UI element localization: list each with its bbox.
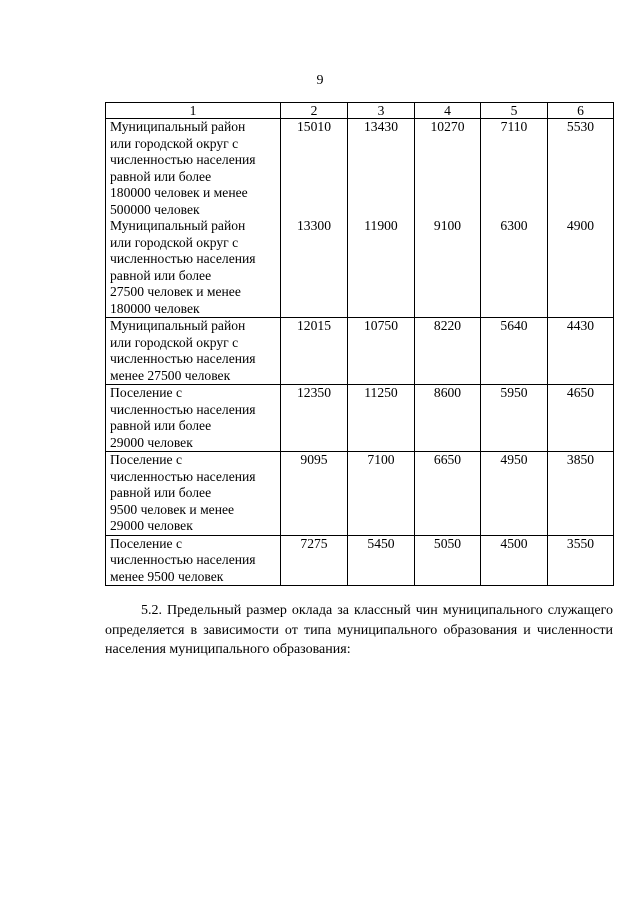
value-spacer [548,235,613,252]
value-spacer [548,435,613,452]
value-block [415,536,480,586]
value-block [281,119,347,218]
category-cell [106,452,281,536]
value-block [415,119,480,218]
value-cell [415,452,481,536]
value-block [548,452,613,535]
value-spacer [348,185,414,202]
category-label [110,218,280,317]
value-spacer [481,351,547,368]
value-spacer [281,202,347,219]
value-text: 8600 [433,385,462,400]
value-cell [548,535,614,586]
value-text: 5050 [433,535,462,551]
value-text: 7110 [500,119,528,134]
category-label-line: Муниципальный район [110,218,246,233]
value-spacer [481,368,547,385]
category-label-line: Поселение с [110,535,183,551]
value-spacer [281,301,347,318]
table-header-row [106,103,614,119]
value-spacer [481,152,547,169]
value-spacer [348,136,414,153]
value-spacer [415,185,480,202]
value-spacer [348,251,414,268]
value-text: 3850 [566,452,595,467]
value-spacer [415,268,480,285]
value-block [415,218,480,317]
value-spacer [548,284,613,301]
value-text: 5950 [500,385,528,400]
value-cell [481,119,548,318]
value-spacer [415,485,480,502]
value-text: 13300 [297,218,331,233]
value-spacer [548,569,613,586]
category-label-line: 500000 человек [110,201,200,217]
value-block [481,218,547,317]
value-cell [281,318,348,385]
value-spacer [415,251,480,268]
table-row [106,452,614,536]
value-text: 6300 [500,218,528,233]
value-cell [481,318,548,385]
value-spacer [548,301,613,318]
table-row [106,119,614,318]
value-spacer [281,402,347,419]
value-spacer [548,335,613,352]
category-label-line: или городской округ с [110,234,239,250]
page-number: 9 [316,73,324,88]
value-spacer [281,368,347,385]
category-label [110,385,280,451]
category-label-line: Поселение с [110,385,183,400]
value-text: 5450 [367,535,395,551]
table-body [106,103,614,586]
value-spacer [481,502,547,519]
value-block [348,536,414,586]
value-spacer [481,552,547,569]
value-block [348,385,414,451]
category-label-line: менее 27500 человек [110,367,231,383]
value-cell [548,385,614,452]
value-spacer [415,469,480,486]
value-spacer [415,152,480,169]
value-text: 10750 [364,318,398,333]
value-spacer [548,169,613,186]
column-header: 4 [415,103,481,119]
category-label-line: Поселение с [110,452,183,467]
value-spacer [415,202,480,219]
value-spacer [415,235,480,252]
value-text: 5640 [500,318,528,333]
value-block [281,218,347,317]
value-spacer [481,335,547,352]
category-label-line: равной или более [110,168,212,184]
value-cell [348,452,415,536]
value-block [481,452,547,535]
value-text: 12350 [297,385,331,400]
value-block [481,536,547,586]
value-block [348,318,414,384]
category-label-line: равной или более [110,485,212,500]
value-spacer [281,235,347,252]
table-row [106,385,614,452]
value-block [281,536,347,586]
value-spacer [481,136,547,153]
category-label-line: 9500 человек и менее [110,501,235,517]
value-spacer [348,518,414,535]
value-cell [281,535,348,586]
category-label-line: 180000 человек и менее [110,185,248,200]
value-spacer [481,435,547,452]
value-block [281,318,347,384]
value-spacer [281,469,347,486]
category-label-line: равной или более [110,267,212,283]
value-text: 13430 [364,119,398,134]
value-spacer [348,469,414,486]
column-header: 6 [548,103,614,119]
value-text: 9095 [300,452,328,467]
value-text: 15010 [297,119,331,134]
category-label-line: 27500 человек и менее [110,284,241,299]
value-spacer [481,202,547,219]
value-spacer [281,502,347,519]
value-cell [281,119,348,318]
column-header: 1 [106,103,281,119]
column-header: 2 [281,103,348,119]
value-cell [481,385,548,452]
value-spacer [548,268,613,285]
value-spacer [281,268,347,285]
value-spacer [548,485,613,502]
value-spacer [348,268,414,285]
category-label [110,452,280,535]
category-label [110,318,280,384]
value-spacer [415,351,480,368]
value-spacer [348,202,414,219]
salary-table [105,102,614,586]
value-spacer [481,268,547,285]
value-spacer [348,569,414,586]
value-text: 4650 [566,385,595,400]
value-block [548,318,613,384]
value-text: 6650 [433,452,462,467]
value-cell [481,535,548,586]
value-block [415,452,480,535]
value-cell [281,452,348,536]
category-label-line: численностью населения [110,351,256,366]
value-spacer [548,202,613,219]
value-block [481,385,547,451]
value-spacer [481,569,547,586]
value-spacer [548,469,613,486]
value-cell [348,535,415,586]
value-text: 11900 [364,218,398,233]
value-text: 4900 [566,218,595,233]
value-spacer [548,251,613,268]
category-label-line: численностью населения [110,152,256,167]
value-spacer [281,136,347,153]
value-spacer [481,284,547,301]
value-spacer [348,235,414,252]
value-spacer [481,169,547,186]
category-label-line: Муниципальный район [110,318,246,333]
value-spacer [548,502,613,519]
value-spacer [348,169,414,186]
value-cell [415,535,481,586]
value-spacer [348,485,414,502]
category-label-line: равной или более [110,418,212,433]
column-header: 5 [481,103,548,119]
value-spacer [281,169,347,186]
value-spacer [281,251,347,268]
category-label [110,119,280,218]
category-cell [106,385,281,452]
value-spacer [481,301,547,318]
value-cell [348,385,415,452]
value-text: 4950 [500,452,528,467]
category-label-line: 180000 человек [110,300,200,316]
category-label-line: численностью населения [110,251,256,266]
value-spacer [348,435,414,452]
value-text: 4430 [566,318,595,333]
value-block [348,218,414,317]
value-text: 7275 [300,535,328,551]
value-spacer [415,136,480,153]
value-spacer [281,569,347,586]
value-spacer [481,235,547,252]
value-spacer [415,502,480,519]
value-cell [348,318,415,385]
value-text: 9100 [433,218,462,233]
value-text: 4500 [500,535,528,551]
value-spacer [548,152,613,169]
value-spacer [415,418,480,435]
value-text: 3550 [566,535,595,551]
value-spacer [281,351,347,368]
value-spacer [481,402,547,419]
table-row [106,535,614,586]
value-block [481,119,547,218]
value-spacer [481,485,547,502]
value-cell [548,318,614,385]
category-label-line: 29000 человек [110,434,193,450]
value-spacer [481,418,547,435]
value-spacer [415,435,480,452]
value-spacer [415,284,480,301]
value-spacer [348,418,414,435]
category-label-line: 29000 человек [110,518,193,533]
value-block [415,318,480,384]
value-block [548,536,613,586]
value-spacer [348,368,414,385]
value-spacer [481,185,547,202]
category-label-line: Муниципальный район [110,119,246,134]
value-cell [281,385,348,452]
value-spacer [415,335,480,352]
value-block [348,119,414,218]
value-block [415,385,480,451]
value-text: 5530 [566,119,595,134]
value-spacer [415,402,480,419]
value-block [281,385,347,451]
category-cell [106,535,281,586]
value-cell [548,119,614,318]
value-spacer [281,185,347,202]
category-label-line: численностью населения [110,401,256,417]
value-spacer [415,301,480,318]
category-cell [106,119,281,318]
value-spacer [548,552,613,569]
value-spacer [281,284,347,301]
value-spacer [481,518,547,535]
value-spacer [548,351,613,368]
value-cell [481,452,548,536]
value-block [281,452,347,535]
value-spacer [348,284,414,301]
value-spacer [348,552,414,569]
value-text: 8220 [433,318,462,333]
column-header: 3 [348,103,415,119]
table-row [106,318,614,385]
value-spacer [481,469,547,486]
value-text: 7100 [367,452,395,467]
value-spacer [548,402,613,419]
value-cell [415,318,481,385]
value-spacer [281,418,347,435]
value-spacer [348,152,414,169]
value-spacer [281,552,347,569]
value-spacer [348,335,414,352]
value-block [348,452,414,535]
category-label-line: или городской округ с [110,334,239,350]
value-block [548,119,613,218]
value-block [548,218,613,317]
value-spacer [348,351,414,368]
value-spacer [348,402,414,419]
value-spacer [415,518,480,535]
value-spacer [281,152,347,169]
value-cell [415,119,481,318]
value-spacer [548,368,613,385]
value-spacer [281,435,347,452]
category-label-line: или городской округ с [110,135,239,151]
category-cell [106,318,281,385]
value-spacer [415,569,480,586]
value-spacer [548,518,613,535]
category-label [110,536,280,586]
value-spacer [348,301,414,318]
value-spacer [281,518,347,535]
value-block [481,318,547,384]
value-cell [348,119,415,318]
value-spacer [348,502,414,519]
value-spacer [548,418,613,435]
value-spacer [281,335,347,352]
body-paragraph: 5.2. Предельный размер оклада за классный чин муниципального служащего определяется в зависимости от типа муниципального образования и численности населения муниципального образования: [105,603,613,657]
value-cell [548,452,614,536]
value-block [548,385,613,451]
value-text: 12015 [297,318,331,333]
value-text: 11250 [364,385,398,400]
value-spacer [415,368,480,385]
value-spacer [548,185,613,202]
value-text: 10270 [430,119,465,134]
value-spacer [481,251,547,268]
value-spacer [281,485,347,502]
value-spacer [415,169,480,186]
category-label-line: менее 9500 человек [110,568,224,584]
value-spacer [415,552,480,569]
category-label-line: численностью населения [110,552,256,567]
category-label-line: численностью населения [110,468,256,484]
value-spacer [548,136,613,153]
value-cell [415,385,481,452]
